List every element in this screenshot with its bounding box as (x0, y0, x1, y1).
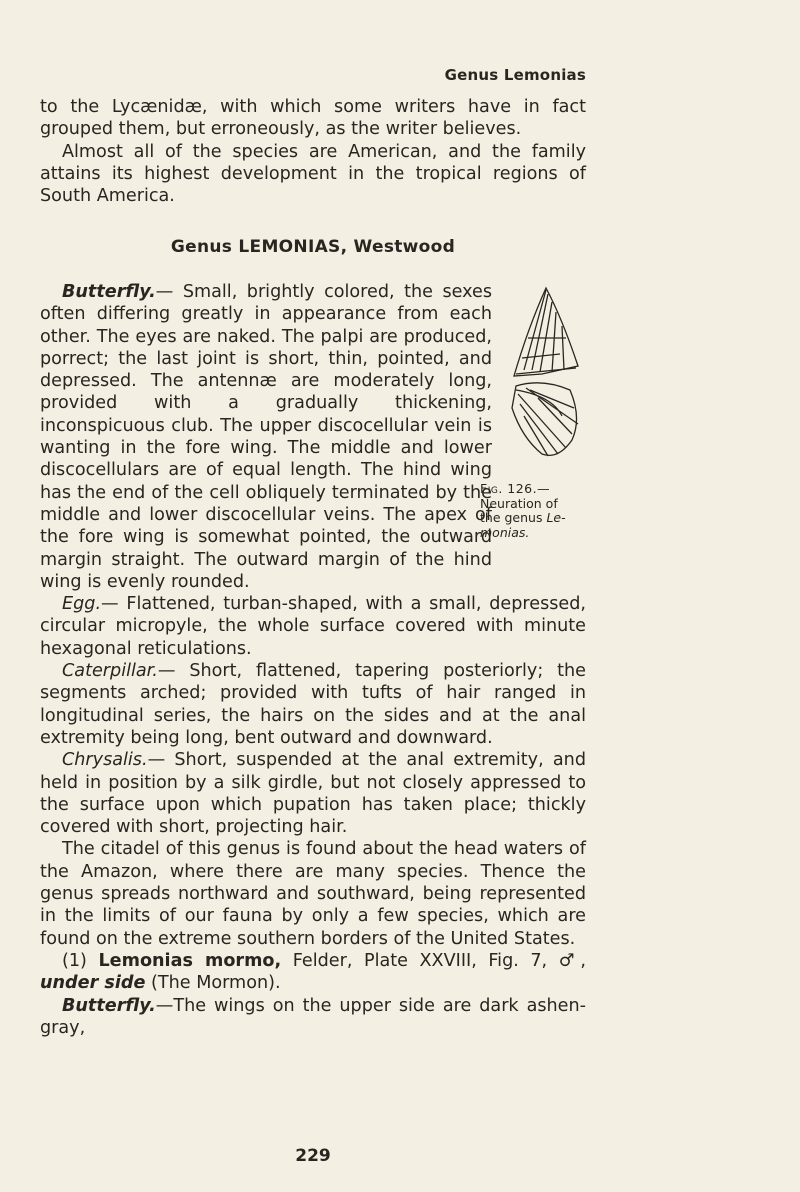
intro-paragraph-1: to the Lycænidæ, with which some writers have in fact grouped them, but erroneously, as the writer believes. (40, 97, 586, 140)
species-number: (1) (62, 950, 87, 971)
running-head: Genus Lemonias (444, 66, 586, 84)
species-butterfly-text: —The wings on the upper side are dark ashen-gray, (40, 995, 586, 1038)
butterfly-text: — Small, brightly colored, the sexes often differing greatly in appearance from each other. The eyes are naked. The palpi are produced, porrect; the last joint is short, thin, pointed, and depressed. The antennæ are moderately long, provided with a gradually thickening, inconspicuous club. The upper discocellular vein is wanting in the fore wing. The middle and lower discocellulars are of equal length. The hind wing has the end of the cell obliquely terminated by the middle and lower discocellular veins. The apex of the fore wing is somewhat pointed, the outward margin straight. The outward margin of the hind wing is evenly rounded. (40, 282, 492, 592)
egg-label: Egg. (62, 594, 102, 615)
caterpillar-label: Caterpillar. (62, 661, 158, 682)
page-number: 229 (295, 1146, 331, 1166)
species-paragraph (40, 950, 586, 995)
caption-line-2: the genus (480, 510, 547, 525)
section-title: Genus LEMONIAS, Westwood (170, 237, 456, 257)
butterfly-label: Butterfly. (62, 282, 156, 302)
species-citation: Felder, Plate XXVIII, Fig. 7, ♂, (281, 950, 586, 971)
caterpillar-text: — Short, flattened, tapering posteriorly; the segments arched; provided with tufts of hair ranged in longitudinal series, the hairs on the sides and at the anal extremity being long, bent outward and downward. (40, 661, 586, 748)
caption-genus-part-2: monias. (480, 524, 530, 540)
species-butterfly-paragraph (40, 995, 586, 1040)
wing-neuration-drawing (482, 278, 582, 478)
page (40, 0, 586, 1192)
caption-genus-part-1: Le- (546, 510, 566, 525)
figure-number: Fig. 126.— (480, 481, 551, 496)
chrysalis-text: — Short, suspended at the anal extremity, and held in position by a silk girdle, but not closely appressed to the surface upon which pupation has taken place; thickly covered with short, projecting hair. (40, 750, 586, 838)
caterpillar-paragraph (40, 660, 586, 749)
chrysalis-label: Chrysalis. (62, 750, 148, 771)
caption-line-1: Neuration of (480, 495, 558, 511)
neuration-figure (482, 278, 582, 478)
species-underside: under side (40, 973, 146, 994)
species-butterfly-label: Butterfly. (62, 995, 156, 1016)
intro-paragraph-2: Almost all of the species are American, and the family attains its highest development in the tropical regions of South America. (40, 141, 586, 207)
species-name: Lemonias mormo, (98, 950, 282, 971)
chrysalis-paragraph (40, 749, 586, 838)
figure-caption (480, 482, 586, 540)
butterfly-paragraph (40, 281, 492, 593)
egg-paragraph (40, 593, 586, 660)
species-common-name: (The Mormon). (145, 973, 281, 994)
egg-text: — Flattened, turban-shaped, with a small, depressed, circular micropyle, the whole surface covered with minute hexagonal reticulations. (40, 594, 586, 659)
distribution-paragraph: The citadel of this genus is found about the head waters of the Amazon, where there are many species. Thence the genus spreads northward and southward, being represented in the limits of our fauna by only a few species, which are found on the extreme southern borders of the United States. (40, 839, 586, 949)
intro-block (40, 96, 586, 207)
